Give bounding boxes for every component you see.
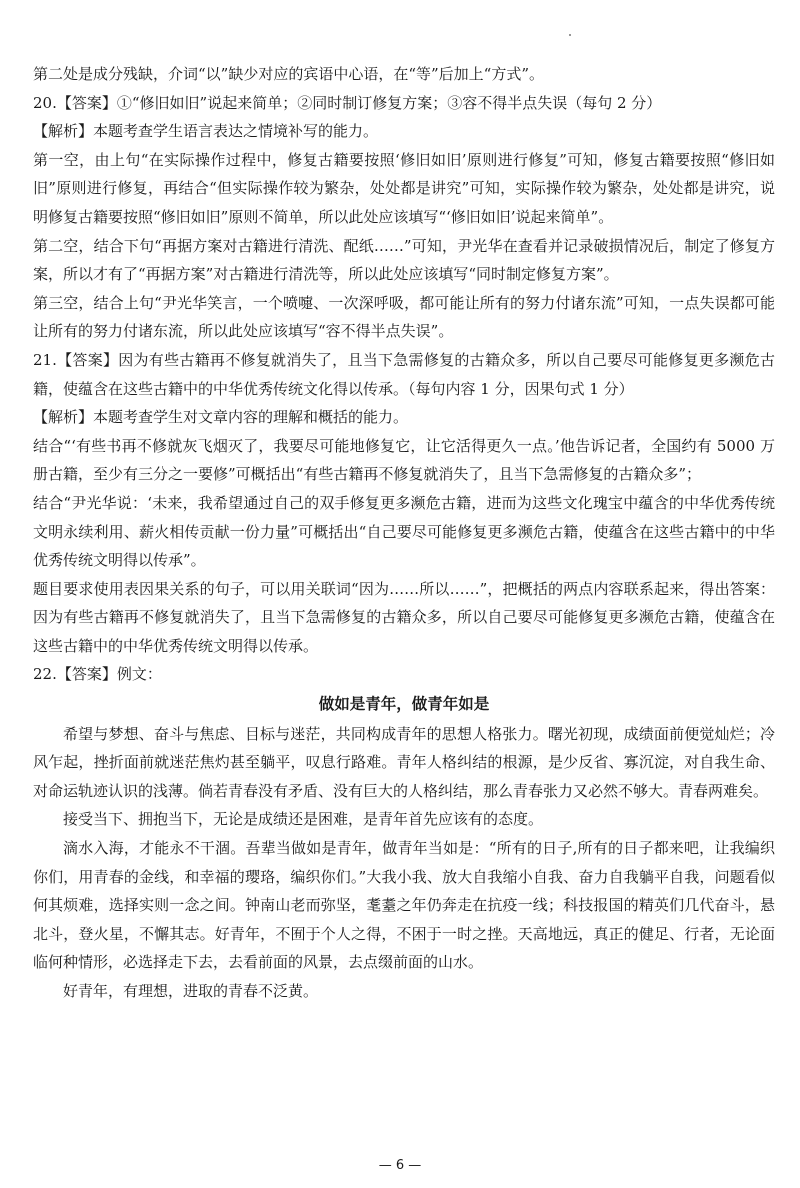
analysis-21-point-2: 结合“尹光华说：‘未来，我希望通过自己的双手修复更多濒危古籍，进而为这些文化瑰宝中蕴含的中华优秀传统文明永续利用、薪火相传贡献一份力量”可概括出“自己要尽可能修复更多濒危古籍，使蕴含在这些古籍中的中华优秀传统文明得以传承”。 [33, 493, 775, 570]
analysis-20-blank-3: 第三空，结合上句“尹光华笑言，一个喷嚏、一次深呼吸，都可能让所有的努力付诸东流”可知，一点失误都可能让所有的努力付诸东流，所以此处应该填写“容不得半点失误”。 [33, 293, 775, 341]
analysis-21-conclusion: 题目要求使用表因果关系的句子，可以用关联词“因为……所以……”，把概括的两点内容联系起来，得出答案：因为有些古籍再不修复就消失了，且当下急需修复的古籍众多，所以自己要尽可能修复更多濒危古籍，使蕴含在这些古籍中的中华优秀传统文明得以传承。 [33, 579, 775, 655]
analysis-20-heading: 【解析】本题考查学生语言表达之情境补写的能力。 [33, 122, 379, 141]
analysis-21-point-1: 结合“‘有些书再不修就灰飞烟灭了，我要尽可能地修复它，让它活得更久一点。’他告诉记者，全国约有 5000 万册古籍，至少有三分之一要修”可概括出“有些古籍再不修复就消失了，且当下急需修复的古籍众多”； [33, 436, 775, 484]
essay-paragraph: 接受当下、拥抱当下，无论是成绩还是困难，是青年首先应该有的态度。 [63, 810, 544, 829]
analysis-20-blank-2: 第二空，结合下句“再据方案对古籍进行清洗、配纸……”可知，尹光华在查看并记录破损情况后，制定了修复方案，所以才有了“再据方案”对古籍进行清洗等，所以此处应该填写“同时制定修复方案”。 [33, 236, 775, 284]
answer-21: 21.【答案】因为有些古籍再不修复就消失了，且当下急需修复的古籍众多，所以自己要尽可能修复更多濒危古籍，使蕴含在这些古籍中的中华优秀传统文化得以传承。（每句内容 1 分，因果句式 1 分） [33, 350, 775, 398]
scan-dot [569, 34, 571, 36]
analysis-20-blank-1: 第一空，由上句“在实际操作过程中，修复古籍要按照‘修旧如旧’原则进行修复”可知，修复古籍要按照“修旧如旧”原则进行修复，再结合“但实际操作较为繁杂，处处都是讲究”可知，实际操作较为繁杂，处处都是讲究，说明修复古籍要按照“修旧如旧”原则不简单，所以此处应该填写“‘修旧如旧’说起来简单”。 [33, 150, 775, 226]
text-line: 第二处是成分残缺，介词“以”缺少对应的宾语中心语，在“等”后加上“方式”。 [33, 65, 545, 83]
answer-22: 22.【答案】例文： [33, 665, 162, 684]
analysis-21-heading: 【解析】本题考查学生对文章内容的理解和概括的能力。 [33, 408, 409, 427]
essay-paragraph: 好青年，有理想，进取的青春不泛黄。 [63, 982, 319, 1000]
answer-20: 20.【答案】①“修旧如旧”说起来简单；②同时制订修复方案；③容不得半点失误（每句 2 分） [33, 93, 662, 112]
essay-title: 做如是青年，做青年如是 [318, 694, 490, 714]
essay-paragraph: 滴水入海，才能永不干涸。吾辈当做如是青年，做青年当如是：“所有的日子,所有的日子都来吧，让我编织你们，用青春的金线，和幸福的璎珞，编织你们。”大我小我、放大自我缩小自我、奋力自我躺平自我，问题看似何其烦难，选择实则一念之间。钟南山老而弥坚，耄耋之年仍奔走在抗疫一线；科技报国的精英们几代奋斗，悬北斗，登火星，不懈其志。好青年，不囿于个人之得，不困于一时之挫。天高地远，真正的健足、行者，无论面临何种情形，必选择走下去，去看前面的风景，去点缀前面的山水。 [33, 839, 775, 972]
page-number: — 6 — [378, 1158, 422, 1173]
document-body [33, 60, 775, 1006]
essay-paragraph: 希望与梦想、奋斗与焦虑、目标与迷茫，共同构成青年的思想人格张力。曙光初现，成绩面前便觉灿烂；冷风乍起，挫折面前就迷茫焦灼甚至躺平，叹息行路难。青年人格纠结的根源，是少反省、寡沉淀，对自我生命、对命运轨迹认识的浅薄。倘若青春没有矛盾、没有巨大的人格纠结，那么青春张力又必然不够大。青春两难矣。 [33, 724, 775, 800]
